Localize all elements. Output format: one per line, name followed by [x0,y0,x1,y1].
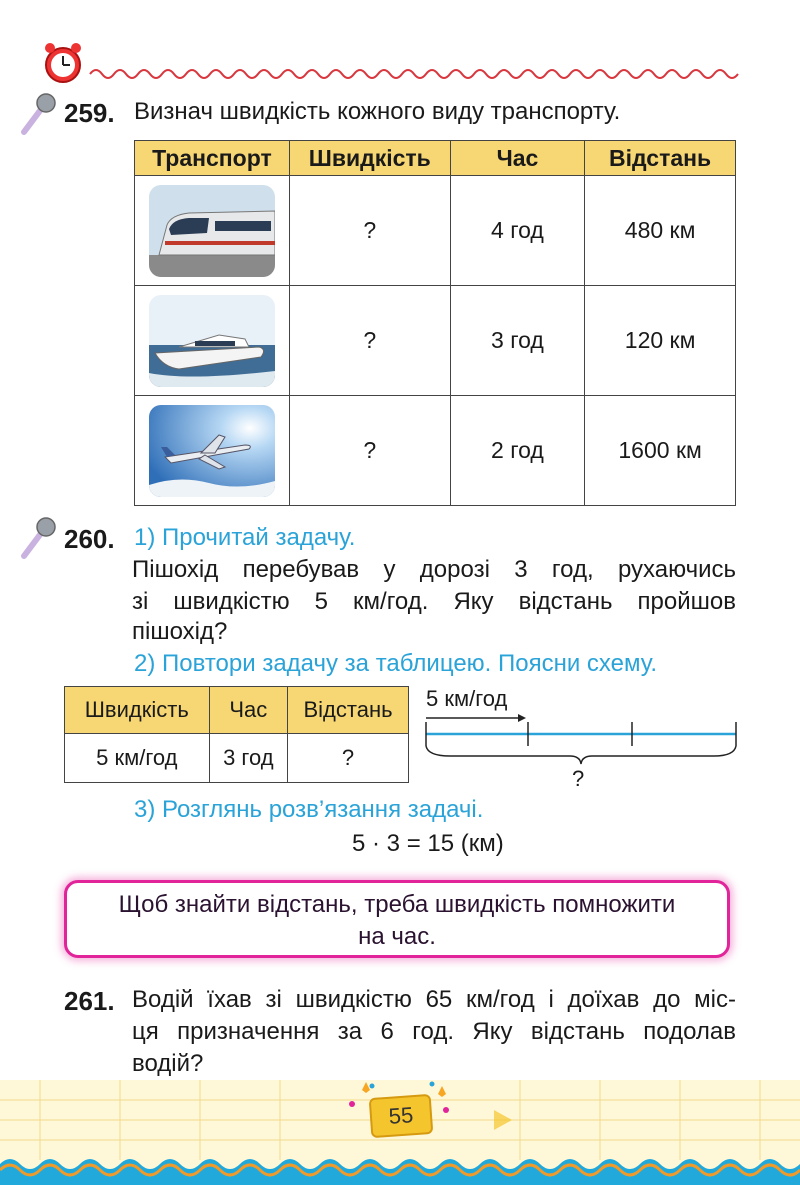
table-row [135,396,736,506]
col-header-transport: Транспорт [135,141,290,176]
transport-cell [135,176,290,286]
col-header-speed: Швидкість [65,687,210,734]
problem-line: пішохід? [132,618,228,645]
col-header-distance: Відстань [585,141,736,176]
transport-cell [135,286,290,396]
problem-line: водій? [132,1050,204,1077]
rule-line: на час. [358,923,436,950]
col-header-distance: Відстань [288,687,409,734]
brace-icon [426,746,736,764]
scheme-speed-label: 5 км/год [426,686,508,711]
microphone-icon [18,92,58,138]
solution: 5 · 3 = 15 (км) [352,830,504,857]
table-row [65,734,409,783]
speed-cell: ? [289,396,450,506]
exercise-number: 261. [64,986,115,1016]
speed-cell: ? [289,176,450,286]
train-photo [149,185,275,277]
yacht-photo [149,295,275,387]
step-1: 1) Прочитай задачу. [134,524,356,551]
time-cell: 3 год [450,286,585,396]
time-value: 3 год [209,734,288,783]
distance-cell: 1600 км [585,396,736,506]
microphone-icon [18,516,58,562]
time-cell: 4 год [450,176,585,286]
problem-line: ця призначення за 6 год. Яку відстань подолав [132,1018,736,1045]
problem-line: Пішохід перебував у дорозі 3 год, рухаючись [132,556,736,583]
rule-line: Щоб знайти відстань, треба швидкість помножити [118,891,676,918]
col-header-time: Час [209,687,288,734]
scheme-question: ? [572,766,585,791]
table-row [135,286,736,396]
time-cell: 2 год [450,396,585,506]
speed-cell: ? [289,286,450,396]
distance-value: ? [288,734,409,783]
step-3: 3) Розглянь розв’язання задачі. [134,796,484,823]
rule-box [64,880,730,958]
exercise-number: 259. [64,98,115,128]
distance-scheme [420,706,744,772]
airplane-photo [149,405,275,497]
transport-table [134,140,736,506]
exercise-number: 260. [64,524,115,554]
speed-value: 5 км/год [65,734,210,783]
problem-line: зі швидкістю 5 км/год. Яку відстань пройшов [132,588,736,615]
wavy-divider [30,64,750,82]
col-header-speed: Швидкість [289,141,450,176]
problem-line: Водій їхав зі швидкістю 65 км/год і доїхав до міс- [132,986,736,1013]
distance-cell: 120 км [585,286,736,396]
page-number: 55 [369,1094,434,1138]
step-2: 2) Повтори задачу за таблицею. Поясни схему. [134,650,658,677]
distance-cell: 480 км [585,176,736,286]
col-header-time: Час [450,141,585,176]
table-row [135,176,736,286]
exercise-instruction: Визнач швидкість кожного виду транспорту. [134,98,621,125]
transport-cell [135,396,290,506]
problem-table [64,686,409,783]
